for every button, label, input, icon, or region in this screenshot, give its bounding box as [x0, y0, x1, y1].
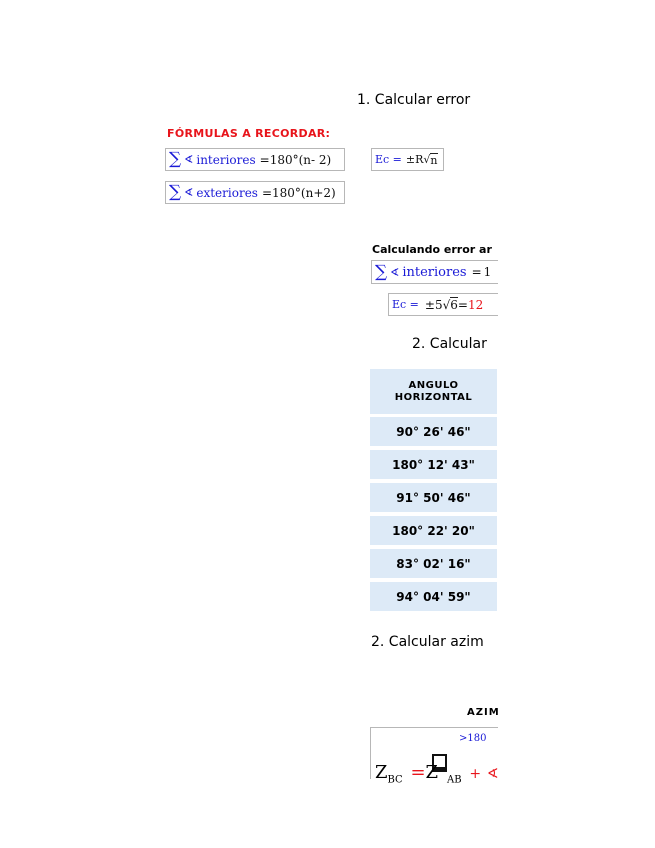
section-2-clip: [412, 333, 497, 353]
table-header-line-1: ANGULO: [408, 379, 459, 391]
interior-label: interiores: [196, 152, 256, 167]
angle-icon: ∢: [184, 153, 194, 166]
sqrt-icon: √: [423, 153, 431, 166]
interior-calc-label: interiores: [402, 264, 467, 280]
table-row: 91° 50' 46": [370, 483, 497, 512]
ec-formula: [371, 148, 444, 171]
angle-icon: ∢: [184, 186, 194, 199]
sigma-icon: ∑: [169, 149, 182, 169]
interior-calc-formula: [371, 260, 498, 284]
azimuth-eq: =: [410, 762, 426, 783]
section-2-heading: 2. Calcular: [412, 336, 487, 352]
formulas-title: FÓRMULAS A RECORDAR:: [167, 127, 331, 140]
azimuth-rhs-sub: AB: [447, 774, 462, 786]
azimuth-equation: [375, 754, 499, 786]
angle-icon: ∢: [486, 766, 499, 782]
exterior-angles-formula: [165, 181, 345, 204]
azimuth-formula: [370, 727, 499, 786]
azimuth-plus: +: [469, 766, 482, 782]
section-3-heading: 2. Calcular azim: [371, 634, 484, 650]
calc-title: Calculando error ar: [372, 243, 492, 256]
table-row: 94° 04' 59": [370, 582, 497, 611]
ec-pm-r: ±R: [405, 153, 424, 166]
ec-calc-label: Ec =: [392, 298, 419, 311]
ec-calc-eq: =: [457, 297, 468, 312]
ec-calc-result: 12: [467, 297, 484, 312]
sqrt-icon: √: [442, 297, 451, 312]
section-3-clip: [371, 631, 497, 651]
azimuth-note: >180: [459, 733, 487, 744]
azimuth-subtitle: AZIM: [467, 707, 500, 718]
azimuth-rhs: Z: [425, 762, 439, 783]
sigma-icon: ∑: [169, 182, 182, 202]
interior-angles-formula: [165, 148, 345, 171]
azimuth-subtitle-clip: [467, 700, 500, 718]
interior-calc-trail: 1: [483, 265, 492, 279]
ec-calc-formula: [388, 293, 498, 316]
angles-table: [370, 369, 497, 611]
azimuth-lhs: Z: [375, 762, 388, 783]
ec-radicand: n: [430, 153, 438, 167]
azimuth-lhs-sub: BC: [387, 774, 403, 786]
table-row: 180° 22' 20": [370, 516, 497, 545]
interior-calc-eq: =: [471, 265, 482, 279]
ec-label: Ec =: [375, 153, 402, 166]
sigma-icon: ∑: [375, 261, 388, 282]
ec-calc-radicand: 6: [450, 298, 458, 312]
calc-title-clip: [372, 238, 497, 254]
section-1-heading: 1. Calcular error: [357, 92, 471, 108]
exterior-equation: =180°(n+2): [261, 185, 336, 200]
angle-icon: ∢: [390, 265, 400, 279]
table-row: 90° 26' 46": [370, 417, 497, 446]
table-row: 180° 12' 43": [370, 450, 497, 479]
table-header: [370, 369, 497, 414]
ec-calc-coef: ±5: [424, 297, 443, 312]
table-header-line-2: HORIZONTAL: [394, 391, 473, 403]
interior-equation: =180°(n- 2): [259, 152, 332, 167]
table-row: 83° 02' 16": [370, 549, 497, 578]
exterior-label: exteriores: [196, 185, 258, 200]
